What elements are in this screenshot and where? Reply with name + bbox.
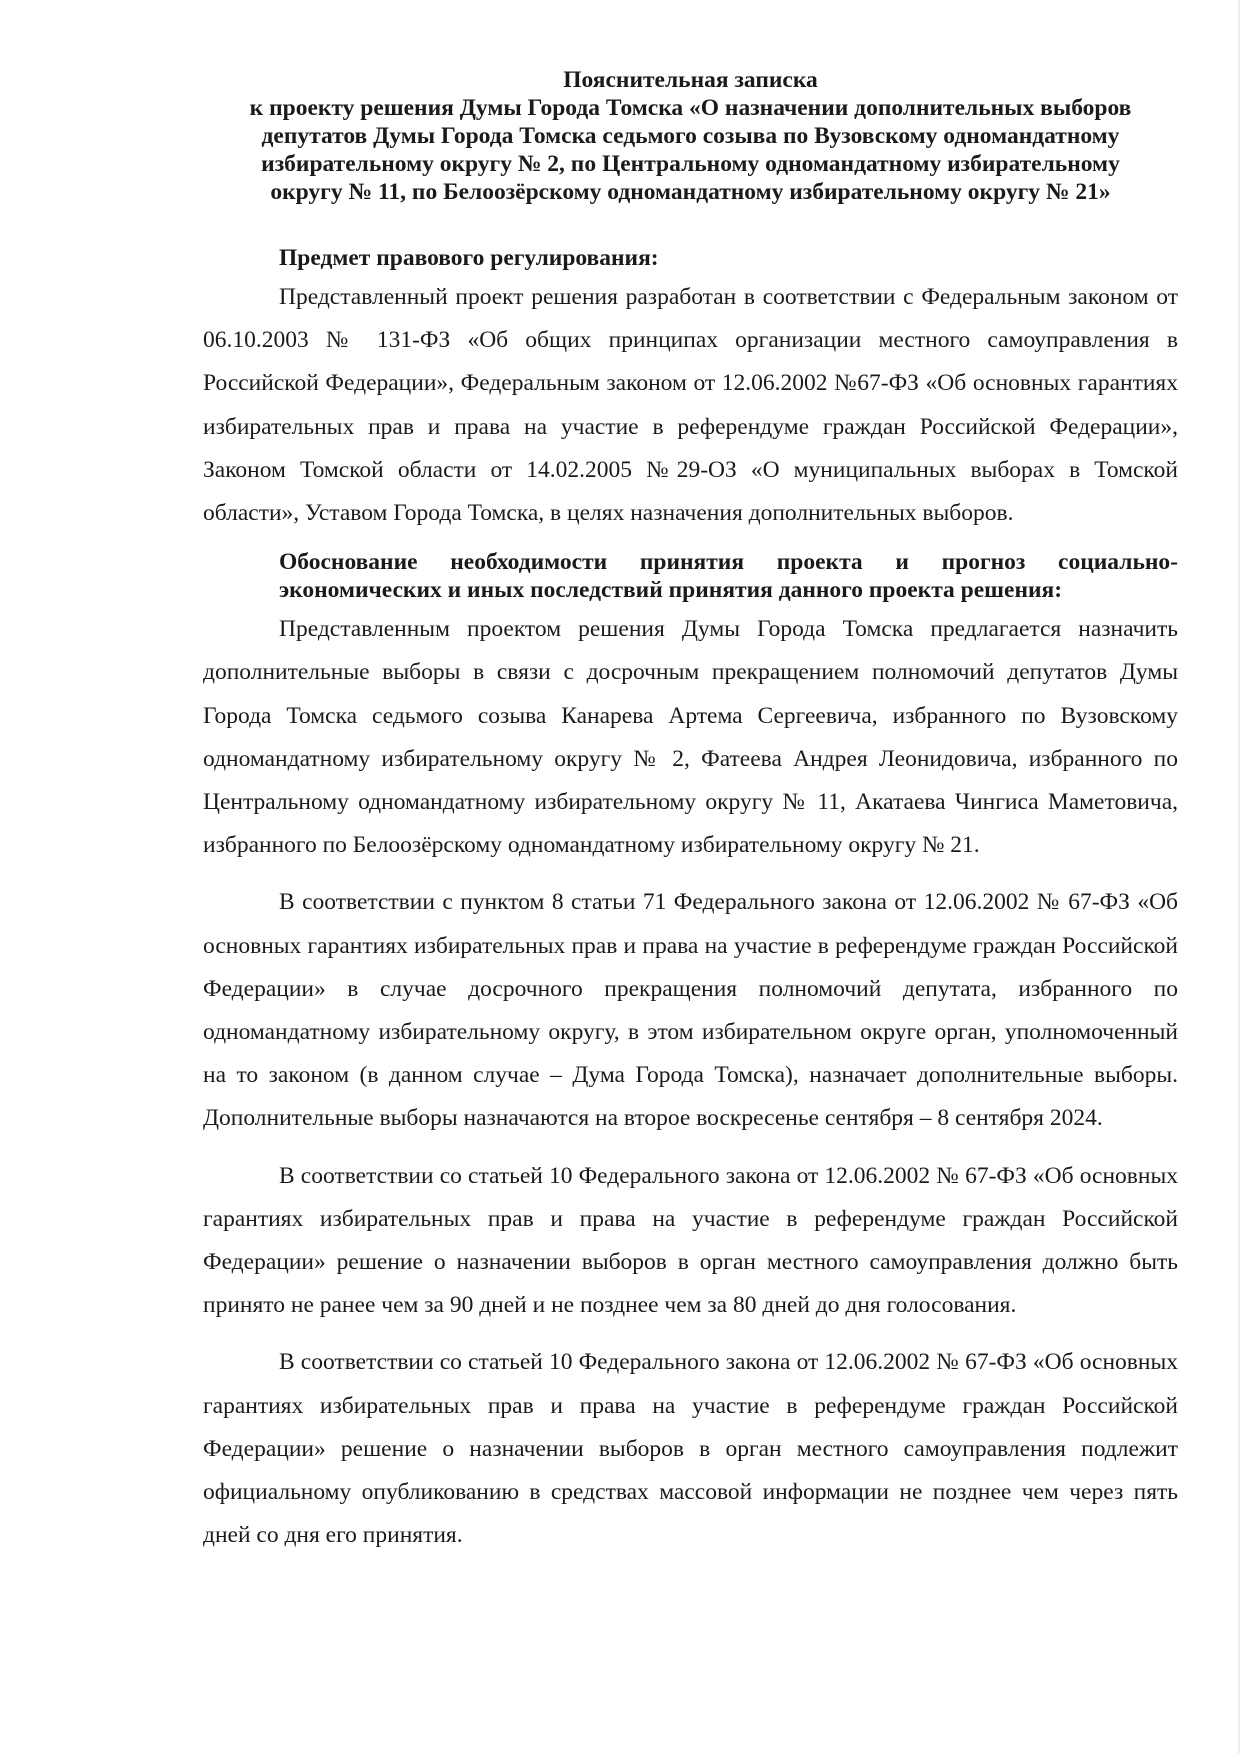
paragraph: В соответствии со статьей 10 Федерального закона от 12.06.2002 № 67-ФЗ «Об основных гарантиях избирательных прав и права на участие в референдуме граждан Российской Федерации» решение о назначении выборов в орган местного самоуправления подлежит официальному опубликованию в средствах массовой информации не позднее чем через пять дней со дня его принятия.: [203, 1349, 1178, 1549]
spacer: [203, 1141, 1178, 1155]
spacer: [203, 867, 1178, 881]
paragraph: Представленным проектом решения Думы Города Томска предлагается назначить дополнительные выборы в связи с досрочным прекращением полномочий депутатов Думы Города Томска седьмого созыва Канарева Артема Сергеевича, избранного по Вузовскому одномандатному избирательному округу № 2, Фатеева Андрея Леонидовича, избранного по Центральному одномандатному избирательному округу № 11, Акатаева Чингиса Маметовича, избранного по Белоозёрскому одномандатному избирательному округу № 21.: [203, 616, 1178, 859]
section-subject-of-regulation: [203, 244, 1178, 535]
document-body: [203, 66, 1178, 1557]
paragraph: Представленный проект решения разработан в соответствии с Федеральным законом от 06.10.2003 № 131-ФЗ «Об общих принципах организации местного самоуправления в Российской Федерации», Федеральным законом от 12.06.2002 №67-ФЗ «Об основных гарантиях избирательных прав и права на участие в референдуме граждан Российской Федерации», Законом Томской области от 14.02.2005 №29-ОЗ «О муниципальных выборах в Томской области», Уставом Города Томска, в целях назначения дополнительных выборов.: [203, 284, 1178, 527]
section-heading: Обоснование необходимости принятия проекта и прогноз социально-экономических и иных последствий принятия данного проекта решения:: [279, 549, 1178, 604]
section-justification: [203, 548, 1178, 1557]
paragraph: В соответствии с пунктом 8 статьи 71 Федерального закона от 12.06.2002 № 67-ФЗ «Об основных гарантиях избирательных прав и права на участие в референдуме граждан Российской Федерации» в случае досрочного прекращения полномочий депутата, избранного по одномандатному избирательному округу, в этом избирательном округе орган, уполномоченный на то законом (в данном случае – Дума Города Томска), назначает дополнительные выборы. Дополнительные выборы назначаются на второе воскресенье сентября – 8 сентября 2024.: [203, 889, 1178, 1132]
section-heading: Предмет правового регулирования:: [279, 245, 659, 271]
title-line: к проекту решения Думы Города Томска «О назначении дополнительных выборов: [249, 95, 1132, 121]
spacer: [203, 535, 1178, 548]
paragraph: В соответствии со статьей 10 Федерального закона от 12.06.2002 № 67-ФЗ «Об основных гарантиях избирательных прав и права на участие в референдуме граждан Российской Федерации» решение о назначении выборов в орган местного самоуправления должно быть принято не ранее чем за 90 дней и не позднее чем за 80 дней до дня голосования.: [203, 1162, 1178, 1319]
spacer: [203, 206, 1178, 244]
title-line: избирательному округу № 2, по Центральному одномандатному избирательному: [261, 151, 1120, 177]
title-line: депутатов Думы Города Томска седьмого созыва по Вузовскому одномандатному: [261, 123, 1120, 149]
title-line: Пояснительная записка: [563, 67, 818, 93]
document-title: [203, 66, 1178, 206]
spacer: [203, 1327, 1178, 1341]
title-line: округу № 11, по Белоозёрскому одномандатному избирательному округу № 21»: [270, 179, 1111, 205]
